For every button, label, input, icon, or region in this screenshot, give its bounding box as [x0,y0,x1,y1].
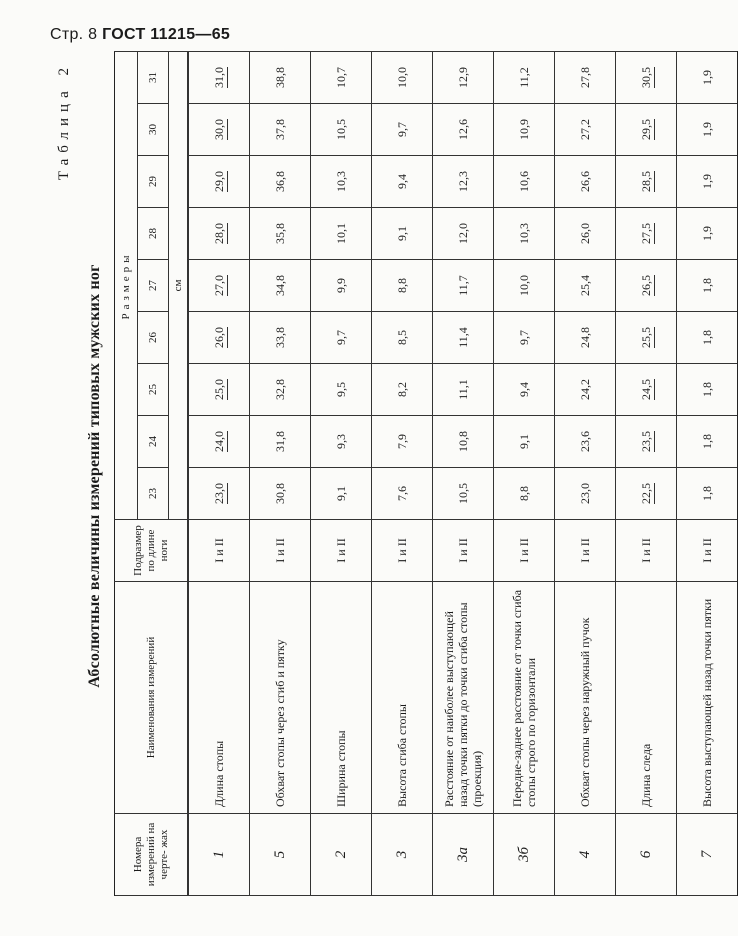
measure-number: 4 [555,814,616,896]
measure-number: 1 [188,814,250,896]
measure-number: 5 [250,814,311,896]
table-row [372,51,433,895]
header-subsize: Подразмер по длине ноги [115,520,189,582]
value-cell: 9,4 [494,364,555,416]
value-cell: 10,0 [372,51,433,103]
subsize: I и II [677,520,738,582]
value-cell [616,364,677,416]
value: 30,0 [211,119,226,140]
value-cell: 36,8 [250,156,311,208]
subsize: I и II [311,520,372,582]
value-cell: 24,2 [555,364,616,416]
subsize: I и II [372,520,433,582]
value-cell [616,468,677,520]
value: 24,5 [638,379,653,400]
page-header [50,26,230,44]
subsize: I и II [250,520,311,582]
value-cell [616,208,677,260]
value-cell: 38,8 [250,51,311,103]
header-size: 27 [138,260,169,312]
value: 24,0 [211,431,226,452]
value-cell: 32,8 [250,364,311,416]
value-cell: 10,3 [494,208,555,260]
value-cell: 10,3 [311,156,372,208]
value: 30,5 [638,66,653,88]
value-cell: 11,2 [494,51,555,103]
value-cell: 9,3 [311,416,372,468]
value-cell [188,416,250,468]
value-cell: 23,0 [555,468,616,520]
value-cell: 9,1 [494,416,555,468]
value: 29,0 [211,171,226,192]
value-cell [616,104,677,156]
value-cell: 9,1 [372,208,433,260]
value-cell: 1,9 [677,51,738,103]
measure-number: 3а [433,814,494,896]
measure-name: Передне-заднее расстояние от точки сгиба стопы строго по горизонтали [494,582,555,814]
value-cell: 11,1 [433,364,494,416]
measure-number: 7 [677,814,738,896]
value-cell: 1,8 [677,364,738,416]
value-cell [188,104,250,156]
value-cell: 12,3 [433,156,494,208]
header-size: 28 [138,208,169,260]
value-cell: 10,8 [433,416,494,468]
value-cell: 9,5 [311,364,372,416]
value-cell: 26,0 [555,208,616,260]
value-cell: 10,5 [311,104,372,156]
value-cell: 10,7 [311,51,372,103]
value-cell: 10,6 [494,156,555,208]
value-cell [616,156,677,208]
rotated-table-sheet [50,56,715,896]
value-cell: 30,8 [250,468,311,520]
measure-name: Ширина стопы [311,582,372,814]
value: 31,0 [211,66,226,88]
header-size: 24 [138,416,169,468]
table-label: Таблица 2 [56,62,72,181]
value: 26,0 [211,327,226,348]
subsize: I и II [433,520,494,582]
value-cell: 35,8 [250,208,311,260]
value: 26,5 [638,275,653,296]
value-cell [616,416,677,468]
value-cell [616,51,677,103]
measure-name: Расстояние от наиболее выступающей назад точки пятки до точки сгиба стопы (проекция) [433,582,494,814]
value-cell: 1,9 [677,104,738,156]
header-sizes: Размеры [115,51,138,519]
measure-name: Обхват стопы через наружный пучок [555,582,616,814]
value: 27,5 [638,223,653,244]
value-cell: 9,1 [311,468,372,520]
table-row [494,51,555,895]
value-cell: 10,0 [494,260,555,312]
subsize: I и II [616,520,677,582]
measure-name: Длина стопы [188,582,250,814]
value-cell: 10,5 [433,468,494,520]
table-row [616,51,677,895]
subsize: I и II [188,520,250,582]
measure-number: 6 [616,814,677,896]
value-cell: 24,8 [555,312,616,364]
measurements-table [114,51,738,896]
measure-number: 2 [311,814,372,896]
measure-number: 3 [372,814,433,896]
value-cell [188,364,250,416]
table-row [311,51,372,895]
table-row [677,51,738,895]
value-cell: 1,9 [677,156,738,208]
header-measure-name: Наименования измерений [115,582,189,814]
value-cell [616,260,677,312]
value-cell: 25,4 [555,260,616,312]
value: 23,5 [638,431,653,452]
value-cell [188,51,250,103]
value-cell: 11,4 [433,312,494,364]
value-cell: 9,7 [372,104,433,156]
value-cell: 34,8 [250,260,311,312]
value: 25,5 [638,327,653,348]
header-size: 30 [138,104,169,156]
value: 29,5 [638,119,653,140]
table-row [433,51,494,895]
value-cell: 12,6 [433,104,494,156]
value-cell: 8,8 [494,468,555,520]
header-size: 25 [138,364,169,416]
value-cell: 31,8 [250,416,311,468]
value-cell: 9,7 [311,312,372,364]
measure-name: Высота сгиба стопы [372,582,433,814]
value: 28,5 [638,171,653,192]
measure-name: Обхват стопы через сгиб и пятку [250,582,311,814]
standard-code: ГОСТ 11215—65 [102,26,231,43]
value-cell [188,468,250,520]
value-cell: 1,9 [677,208,738,260]
value: 25,0 [211,379,226,400]
table-row [250,51,311,895]
value: 23,0 [211,483,226,504]
value-cell: 23,6 [555,416,616,468]
value-cell: 9,4 [372,156,433,208]
value-cell: 9,9 [311,260,372,312]
value-cell: 8,8 [372,260,433,312]
value-cell: 26,6 [555,156,616,208]
header-size: 26 [138,312,169,364]
value: 22,5 [638,483,653,504]
measure-number: 3б [494,814,555,896]
value-cell: 8,5 [372,312,433,364]
value-cell: 9,7 [494,312,555,364]
value-cell: 12,0 [433,208,494,260]
value-cell: 7,9 [372,416,433,468]
value: 27,0 [211,275,226,296]
subsize: I и II [494,520,555,582]
value-cell: 1,8 [677,260,738,312]
value-cell [188,260,250,312]
header-size: 31 [138,51,169,103]
value-cell: 1,8 [677,468,738,520]
value-cell: 12,9 [433,51,494,103]
value-cell: 10,9 [494,104,555,156]
value-cell [188,156,250,208]
measure-name: Высота выступающей назад точки пятки [677,582,738,814]
value-cell [616,312,677,364]
header-unit: см [169,51,189,519]
value-cell [188,312,250,364]
value-cell: 27,8 [555,51,616,103]
value-cell: 27,2 [555,104,616,156]
value-cell: 8,2 [372,364,433,416]
table-row [555,51,616,895]
subsize: I и II [555,520,616,582]
value-cell: 1,8 [677,312,738,364]
value: 28,0 [211,223,226,244]
header-size: 29 [138,156,169,208]
value-cell: 7,6 [372,468,433,520]
value-cell: 37,8 [250,104,311,156]
header-measure-number: Номера измерений на черте- жах [115,814,189,896]
measure-name: Длина следа [616,582,677,814]
value-cell: 11,7 [433,260,494,312]
header-size: 23 [138,468,169,520]
table-title: Абсолютные величины измерений типовых мужских ног [86,264,103,688]
table-row [188,51,250,895]
value-cell: 1,8 [677,416,738,468]
value-cell: 10,1 [311,208,372,260]
page-number: Стр. 8 [50,26,98,43]
value-cell [188,208,250,260]
value-cell: 33,8 [250,312,311,364]
